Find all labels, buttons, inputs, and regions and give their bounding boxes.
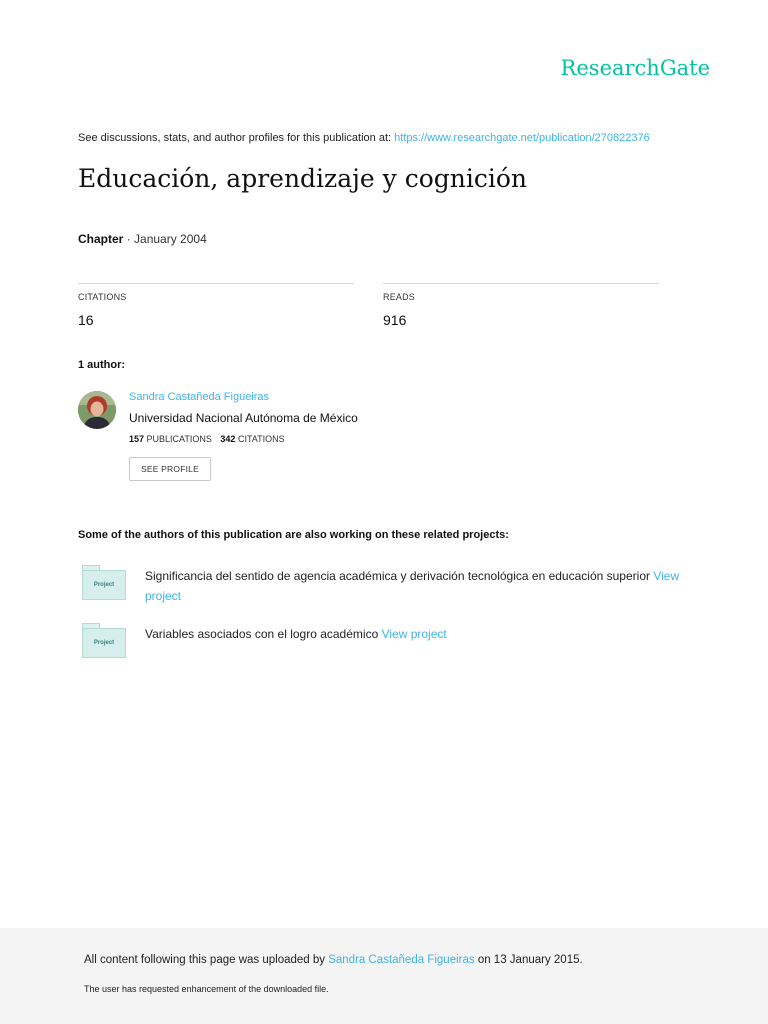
publication-meta	[78, 232, 207, 246]
citations-stat	[78, 283, 354, 328]
researchgate-logo[interactable]: ResearchGate	[560, 56, 710, 80]
reads-value: 916	[383, 312, 407, 328]
upload-notice	[84, 954, 583, 966]
avatar-photo-icon	[78, 391, 116, 429]
upload-footer	[0, 928, 768, 1024]
author-publications-count: 157	[129, 434, 145, 444]
publication-title: Educación, aprendizaje y cognición	[78, 164, 527, 193]
author-citations-count: 342	[220, 434, 236, 444]
see-profile-button[interactable]: SEE PROFILE	[129, 457, 211, 481]
author-publications-label: PUBLICATIONS	[146, 434, 212, 444]
project-folder-label: Project	[82, 570, 126, 600]
authors-heading: 1 author:	[78, 359, 126, 371]
project-folder-label: Project	[82, 628, 126, 658]
project-folder-icon[interactable]	[82, 565, 125, 599]
author-avatar[interactable]	[78, 391, 116, 429]
publication-type: Chapter	[78, 232, 124, 246]
project-description	[145, 624, 695, 644]
view-project-link[interactable]: View project	[381, 627, 447, 641]
upload-suffix: on 13 January 2015.	[474, 954, 583, 966]
author-name-link[interactable]: Sandra Castañeda Figueiras	[129, 391, 270, 403]
uploader-link[interactable]: Sandra Castañeda Figueiras	[328, 954, 475, 966]
citations-label: CITATIONS	[78, 292, 127, 302]
author-stats	[129, 434, 285, 444]
discussion-line	[78, 132, 650, 144]
publication-date: January 2004	[134, 232, 207, 246]
project-title: Significancia del sentido de agencia académica y derivación tecnológica en educación superior	[145, 569, 654, 583]
author-institution: Universidad Nacional Autónoma de México	[129, 411, 358, 425]
meta-separator: ·	[123, 232, 135, 246]
related-projects-heading: Some of the authors of this publication are also working on these related projects:	[78, 529, 509, 541]
publication-url-link[interactable]: https://www.researchgate.net/publication/270822376	[394, 132, 650, 144]
project-description	[145, 566, 695, 606]
upload-prefix: All content following this page was uploaded by	[84, 954, 329, 966]
citations-value: 16	[78, 312, 94, 328]
project-folder-icon[interactable]	[82, 623, 125, 657]
reads-label: READS	[383, 292, 416, 302]
author-citations-label: CITATIONS	[237, 434, 285, 444]
enhancement-note: The user has requested enhancement of the downloaded file.	[84, 984, 329, 994]
view-project-link[interactable]: View project	[145, 569, 680, 603]
project-title: Variables asociados con el logro académico	[145, 627, 382, 641]
reads-stat	[383, 283, 659, 328]
discussion-prefix: See discussions, stats, and author profiles for this publication at:	[78, 132, 395, 144]
